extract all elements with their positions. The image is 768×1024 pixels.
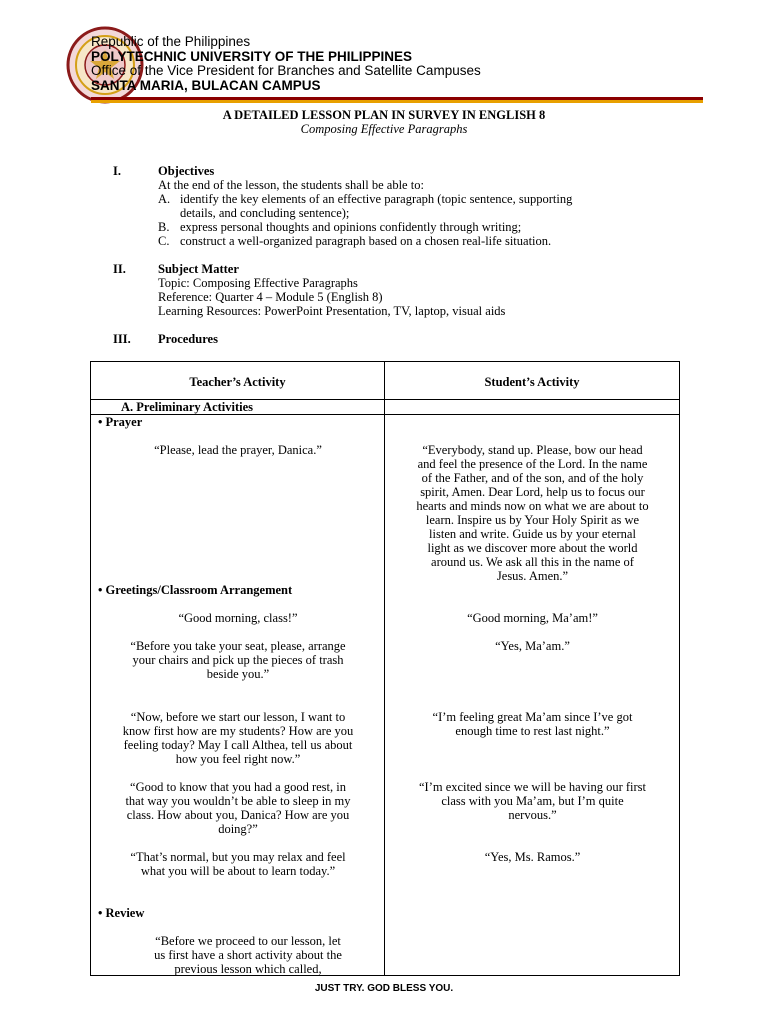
objectives-intro: At the end of the lesson, the students shall be able to: [158,178,424,192]
col-teacher-header: Teacher’s Activity [91,362,385,400]
objective-text: identify the key elements of an effective paragraph (topic sentence, supporting [180,192,573,206]
objective-item-a [158,192,572,207]
teacher-line: what you will be about to learn today.” [140,864,336,878]
header-rule-gold [91,100,703,103]
student-line: “I’m excited since we will be having our first [418,780,646,794]
section-preliminary: A. Preliminary Activities [91,400,385,415]
objective-item-a-cont: details, and concluding sentence); [180,206,350,220]
student-line: of the Father, and of the son, and of the holy [421,471,644,485]
student-greeting-1 [385,611,680,625]
greetings-label: • Greetings/Classroom Arrangement [98,583,293,597]
doc-title: A DETAILED LESSON PLAN IN SURVEY IN ENGLISH 8 [222,108,546,122]
teacher-line: class. How about you, Danica? How are you [126,808,350,822]
teacher-line: that way you wouldn’t be able to sleep in my [125,794,351,808]
student-line: “Good morning, Ma’am!” [467,611,598,625]
teacher-line: “Now, before we start our lesson, I want to [130,710,346,724]
teacher-activity-cell [91,415,385,976]
teacher-line: doing?” [218,822,258,836]
subject-heading: Subject Matter [158,262,239,276]
teacher-line: feeling today? May I call Althea, tell us about [123,738,353,752]
procedures-table [90,361,680,976]
teacher-greeting-5 [91,850,385,878]
objective-text: express personal thoughts and opinions confidently through writing; [180,220,522,234]
section-preliminary-empty [385,400,680,415]
student-greeting-2 [385,639,680,653]
teacher-line: previous lesson which called, [174,962,322,976]
objective-item-b [158,220,521,235]
subject-reference: Reference: Quarter 4 – Module 5 (English 8) [158,290,383,304]
student-greeting-5 [385,850,680,864]
teacher-line: “Good morning, class!” [178,611,298,625]
objective-item-c [158,234,551,249]
teacher-line: your chairs and pick up the pieces of trash [132,653,344,667]
teacher-greeting-2 [91,639,385,681]
header-office: Office of the Vice President for Branches and Satellite Campuses [91,63,481,78]
teacher-review [131,934,365,976]
student-activity-cell [385,415,680,976]
teacher-line: “That’s normal, but you may relax and feel [130,850,346,864]
student-line: around us. We ask all this in the name of [431,555,634,569]
student-line: class with you Ma’am, but I’m quite [441,794,624,808]
header-republic: Republic of the Philippines [91,34,251,49]
student-line: learn. Inspire us by Your Holy Spirit as we [425,513,640,527]
footer-motto: JUST TRY. GOD BLESS YOU. [314,983,454,994]
teacher-line: “Before we proceed to our lesson, let [155,934,341,948]
teacher-greeting-4 [91,780,385,836]
student-line: listen and write. Guide us by your eternal [429,527,636,541]
procedures-numeral: III. [113,332,131,346]
teacher-line: us first have a short activity about the [154,948,342,962]
student-line: Jesus. Amen.” [496,569,569,583]
student-greeting-4 [385,780,680,822]
subject-topic: Topic: Composing Effective Paragraphs [158,276,358,290]
teacher-greeting-1 [91,611,385,625]
student-line: hearts and minds now on what we are about to [416,499,649,513]
prayer-label: • Prayer [98,415,143,429]
student-line: “Yes, Ma’am.” [495,639,570,653]
objective-marker: A. [158,192,171,206]
teacher-line: how you feel right now.” [175,752,301,766]
subject-numeral: II. [113,262,126,276]
subject-resources: Learning Resources: PowerPoint Presentation, TV, laptop, visual aids [158,304,506,318]
objective-text: construct a well-organized paragraph based on a chosen real-life situation. [180,234,552,248]
header-campus: SANTA MARIA, BULACAN CAMPUS [91,77,321,93]
school-header [91,35,481,93]
student-greeting-3 [385,710,680,738]
student-line: “Everybody, stand up. Please, bow our head [422,443,643,457]
objective-marker: B. [158,220,170,234]
objectives-numeral: I. [113,164,121,178]
review-label: • Review [98,906,145,920]
col-student-header: Student’s Activity [385,362,680,400]
student-line: enough time to rest last night.” [455,724,610,738]
teacher-line: beside you.” [206,667,270,681]
student-line: and feel the presence of the Lord. In the name [417,457,648,471]
student-prayer [385,443,680,583]
header-university: POLYTECHNIC UNIVERSITY OF THE PHILIPPINES [91,48,413,64]
objectives-heading: Objectives [158,164,215,178]
teacher-line: “Good to know that you had a good rest, in [130,780,346,794]
student-line: “Yes, Ms. Ramos.” [484,850,581,864]
student-line: light as we discover more about the world [427,541,638,555]
objective-marker: C. [158,234,170,248]
student-line: nervous.” [508,808,557,822]
student-line: spirit, Amen. Dear Lord, help us to focus our [420,485,645,499]
teacher-greeting-3 [91,710,385,766]
student-line: “I’m feeling great Ma’am since I’ve got [432,710,633,724]
teacher-line: “Before you take your seat, please, arrange [130,639,346,653]
teacher-line: know first how are my students? How are you [122,724,354,738]
procedures-heading: Procedures [158,332,218,346]
teacher-prayer-line: “Please, lead the prayer, Danica.” [154,443,322,457]
doc-subtitle: Composing Effective Paragraphs [300,122,468,136]
